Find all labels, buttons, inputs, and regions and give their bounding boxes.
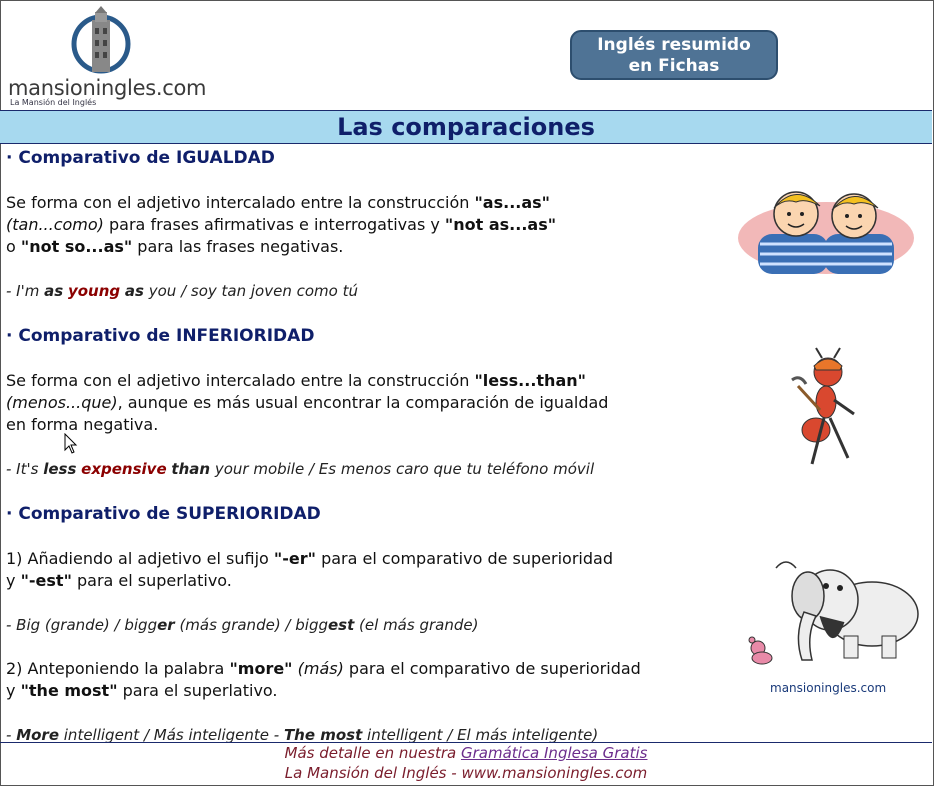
fichas-badge[interactable]: [570, 30, 778, 80]
italic-fragment: (menos...que): [6, 393, 118, 412]
twin-boys-illustration: [736, 176, 916, 276]
header: [0, 0, 932, 111]
tower-logo-icon: [68, 6, 134, 76]
footer: [0, 742, 932, 785]
text-fragment: -: [6, 726, 17, 744]
text-fragment: para el comparativo de superioridad: [315, 549, 613, 568]
footer-line-1: [0, 743, 932, 763]
text-fragment: your mobile / Es menos caro que tu teléfono móvil: [210, 460, 595, 478]
main-content: [6, 146, 736, 746]
text-fragment: Se forma con el adjetivo intercalado entre la construcción: [6, 193, 475, 212]
text-fragment: - Big (grande) / bigg: [6, 616, 158, 634]
text-fragment: (el más grande): [354, 616, 479, 634]
text-fragment: , aunque es más usual encontrar la comparación de igualdad: [117, 393, 609, 412]
page-title: Las comparaciones: [337, 113, 595, 141]
bold-fragment: less: [43, 460, 77, 478]
badge-line-2: en Fichas: [628, 56, 720, 76]
text-fragment: y: [6, 681, 21, 700]
footer-line-2: La Mansión del Inglés - www.mansioningles.com: [284, 764, 648, 782]
text-fragment: 1) Añadiendo al adjetivo el sufijo: [6, 549, 274, 568]
grammar-link[interactable]: Gramática Inglesa Gratis: [460, 744, 648, 762]
superioridad-rule-1: [6, 548, 736, 592]
text-fragment: Se forma con el adjetivo intercalado entre la construcción: [6, 371, 475, 390]
badge-line-1: Inglés resumido: [597, 35, 751, 55]
bold-fragment: "more": [229, 659, 293, 678]
section-heading-igualdad: · Comparativo de IGUALDAD: [6, 148, 275, 168]
text-fragment: para el superlativo.: [117, 681, 278, 700]
text-fragment: o: [6, 237, 21, 256]
text-fragment: you / soy tan joven como tú: [143, 282, 358, 300]
bold-fragment: er: [157, 616, 175, 634]
logo-subtitle: La Mansión del Inglés: [10, 98, 97, 107]
bold-fragment: "not as...as": [444, 215, 557, 234]
elephant-caption: mansioningles.com: [770, 681, 887, 695]
igualdad-explanation: [6, 192, 736, 258]
text-fragment: para el superlativo.: [71, 571, 232, 590]
ant-illustration: [790, 346, 860, 468]
text-fragment: 2) Anteponiendo la palabra: [6, 659, 230, 678]
bold-fragment: as: [44, 282, 64, 300]
footer-prefix: Más detalle en nuestra: [284, 744, 461, 762]
bold-fragment: "not so...as": [20, 237, 133, 256]
bold-fragment: "-est": [20, 571, 72, 590]
text-fragment: para frases afirmativas e interrogativas y: [103, 215, 445, 234]
text-fragment: - I'm: [6, 282, 45, 300]
bold-fragment: "the most": [20, 681, 118, 700]
bold-fragment: as: [124, 282, 144, 300]
bold-fragment: than: [171, 460, 211, 478]
superioridad-rule-2: [6, 658, 736, 702]
text-fragment: (más grande) / bigg: [174, 616, 328, 634]
site-logo[interactable]: [8, 6, 208, 106]
superioridad-example-1: [6, 614, 736, 636]
highlight-fragment: young: [67, 282, 121, 300]
logo-name: mansioningles.com: [8, 76, 207, 100]
bold-fragment: "-er": [273, 549, 316, 568]
inferioridad-explanation: [6, 370, 736, 436]
mouse-cursor-icon: [64, 433, 78, 455]
highlight-fragment: expensive: [81, 460, 167, 478]
text-fragment: y: [6, 571, 21, 590]
inferioridad-example: [6, 458, 736, 480]
text-fragment: en forma negativa.: [6, 415, 159, 434]
section-heading-inferioridad: · Comparativo de INFERIORIDAD: [6, 326, 315, 346]
igualdad-example: [6, 280, 736, 302]
text-fragment: para las frases negativas.: [132, 237, 344, 256]
italic-fragment: (más): [297, 659, 344, 678]
text-fragment: intelligent / El más inteligente): [362, 726, 599, 744]
bold-fragment: "as...as": [474, 193, 550, 212]
bold-fragment: est: [328, 616, 355, 634]
bold-fragment: "less...than": [474, 371, 586, 390]
bold-fragment: The most: [283, 726, 363, 744]
text-fragment: para el comparativo de superioridad: [343, 659, 641, 678]
text-fragment: - It's: [6, 460, 44, 478]
elephant-mouse-illustration: [742, 556, 922, 668]
bold-fragment: More: [16, 726, 59, 744]
italic-fragment: (tan...como): [6, 215, 104, 234]
text-fragment: intelligent / Más inteligente -: [59, 726, 284, 744]
title-bar: [0, 111, 932, 144]
section-heading-superioridad: · Comparativo de SUPERIORIDAD: [6, 504, 321, 524]
